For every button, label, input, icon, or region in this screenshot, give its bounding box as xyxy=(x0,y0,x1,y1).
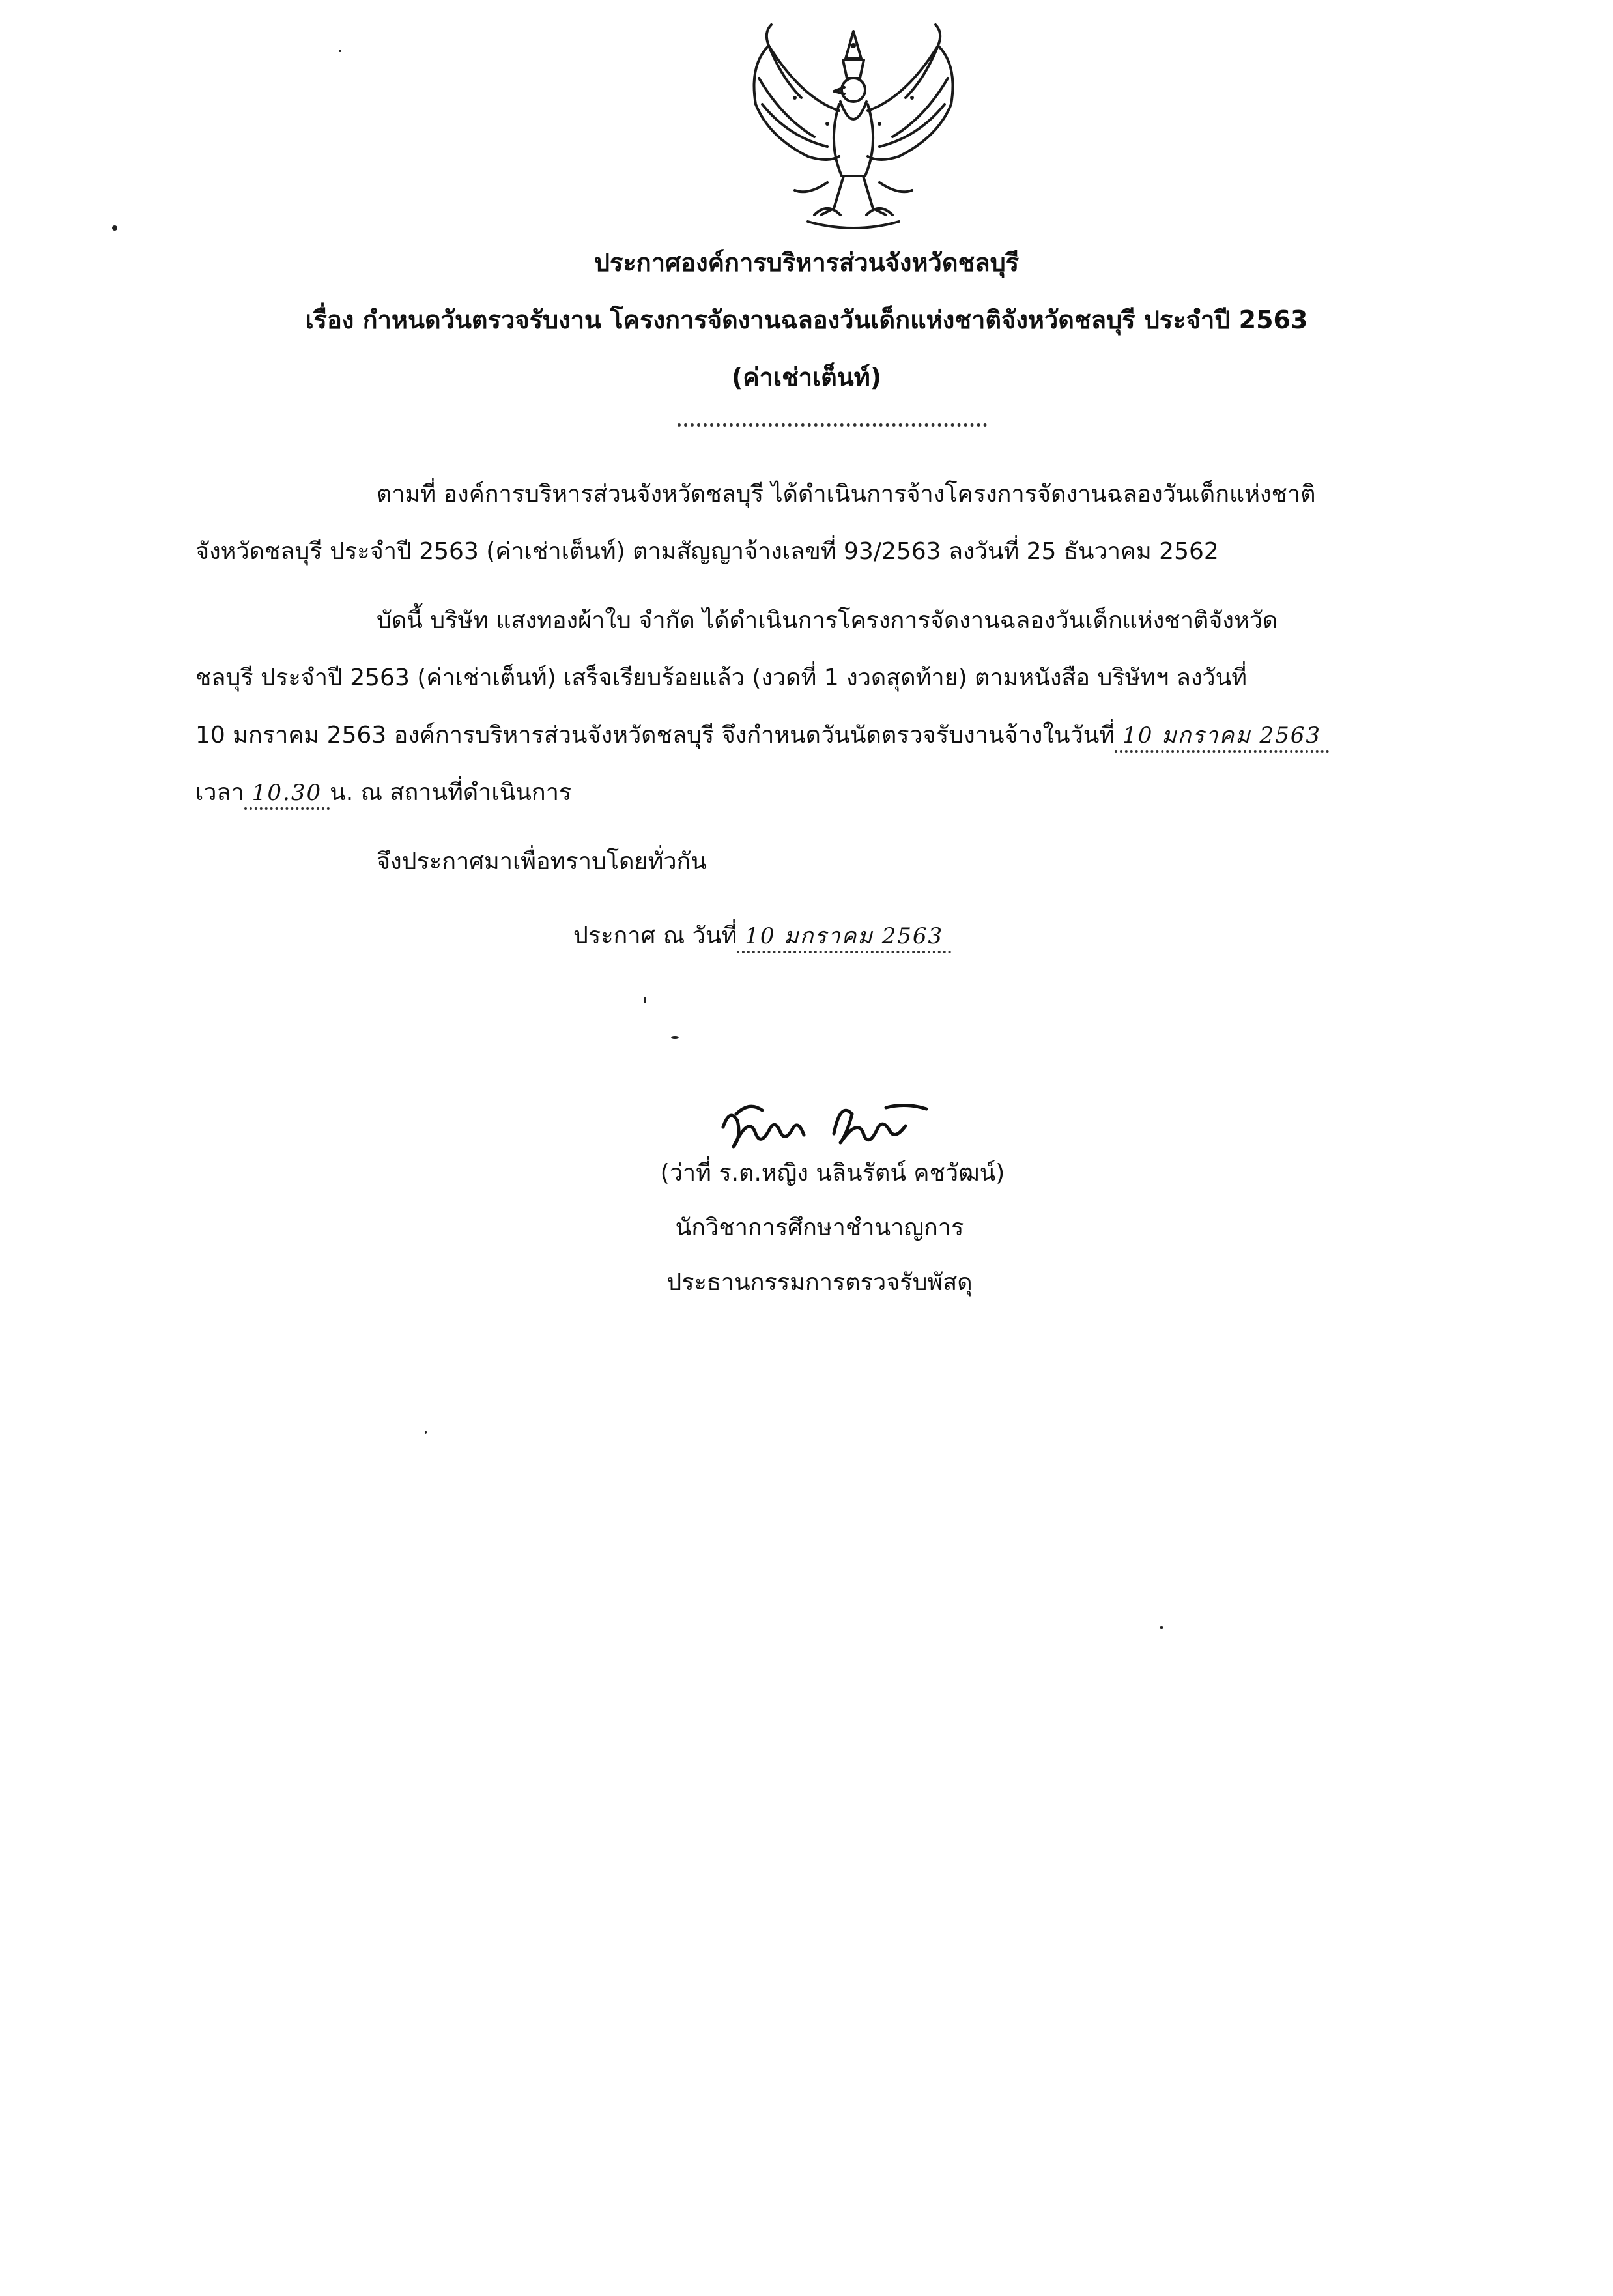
paragraph-2-line-2: ชลบุรี ประจำปี 2563 (ค่าเช่าเต็นท์) เสร็จเรียบร้อยแล้ว (งวดที่ 1 งวดสุดท้าย) ตามหนังสือ บริษัทฯ ลงวันที่ xyxy=(195,665,1247,691)
closing-statement: จึงประกาศมาเพื่อทราบโดยทั่วกัน xyxy=(377,848,707,875)
document-subject: เรื่อง กำหนดวันตรวจรับงาน โครงการจัดงานฉลองวันเด็กแห่งชาติจังหวัดชลบุรี ประจำปี 2563 xyxy=(305,306,1308,334)
paragraph-2-line-1: บัดนี้ บริษัท แสงทองผ้าใบ จำกัด ได้ดำเนินการโครงการจัดงานฉลองวันเด็กแห่งชาติจังหวัด xyxy=(377,607,1278,634)
garuda-emblem-icon xyxy=(730,20,977,241)
paragraph-2-line-4 xyxy=(195,777,1479,810)
paragraph-1-line-2: จังหวัดชลบุรี ประจำปี 2563 (ค่าเช่าเต็นท์) ตามสัญญาจ้างเลขที่ 93/2563 ลงวันที่ 25 ธันวาคม 2562 xyxy=(195,538,1219,565)
signatory-name: (ว่าที่ ร.ต.หญิง นลินรัตน์ คชวัฒน์) xyxy=(660,1160,1005,1186)
handwritten-time: 10.30 xyxy=(244,779,330,810)
scan-speck xyxy=(339,50,341,52)
scan-speck xyxy=(671,1036,679,1039)
time-suffix: น. ณ สถานที่ดำเนินการ xyxy=(330,779,572,806)
document-title: ประกาศองค์การบริหารส่วนจังหวัดชลบุรี xyxy=(593,248,1020,277)
scan-speck xyxy=(1160,1626,1163,1629)
announcement-date-line xyxy=(573,920,1613,953)
dotted-divider xyxy=(678,423,987,427)
handwritten-announcement-date: 10 มกราคม 2563 xyxy=(737,922,951,953)
signatory-role: ประธานกรรมการตรวจรับพัสดุ xyxy=(666,1269,973,1296)
document-subtitle: (ค่าเช่าเต็นท์) xyxy=(731,363,882,392)
handwritten-inspection-date: 10 มกราคม 2563 xyxy=(1115,721,1329,753)
paragraph-2-line-3 xyxy=(195,719,1479,753)
announcement-date-label: ประกาศ ณ วันที่ xyxy=(573,923,737,949)
scan-speck xyxy=(425,1431,427,1434)
scan-speck xyxy=(644,997,646,1003)
handwritten-signature xyxy=(710,1088,945,1160)
scan-speck xyxy=(112,225,117,231)
time-label: เวลา xyxy=(195,779,244,806)
paragraph-1-line-1: ตามที่ องค์การบริหารส่วนจังหวัดชลบุรี ได้ดำเนินการจ้างโครงการจัดงานฉลองวันเด็กแห่งชาติ xyxy=(377,481,1316,508)
signatory-position: นักวิชาการศึกษาชำนาญการ xyxy=(675,1214,964,1241)
paragraph-2-line-3-text: 10 มกราคม 2563 องค์การบริหารส่วนจังหวัดชลบุรี จึงกำหนดวันนัดตรวจรับงานจ้างในวันที่ xyxy=(195,722,1115,749)
